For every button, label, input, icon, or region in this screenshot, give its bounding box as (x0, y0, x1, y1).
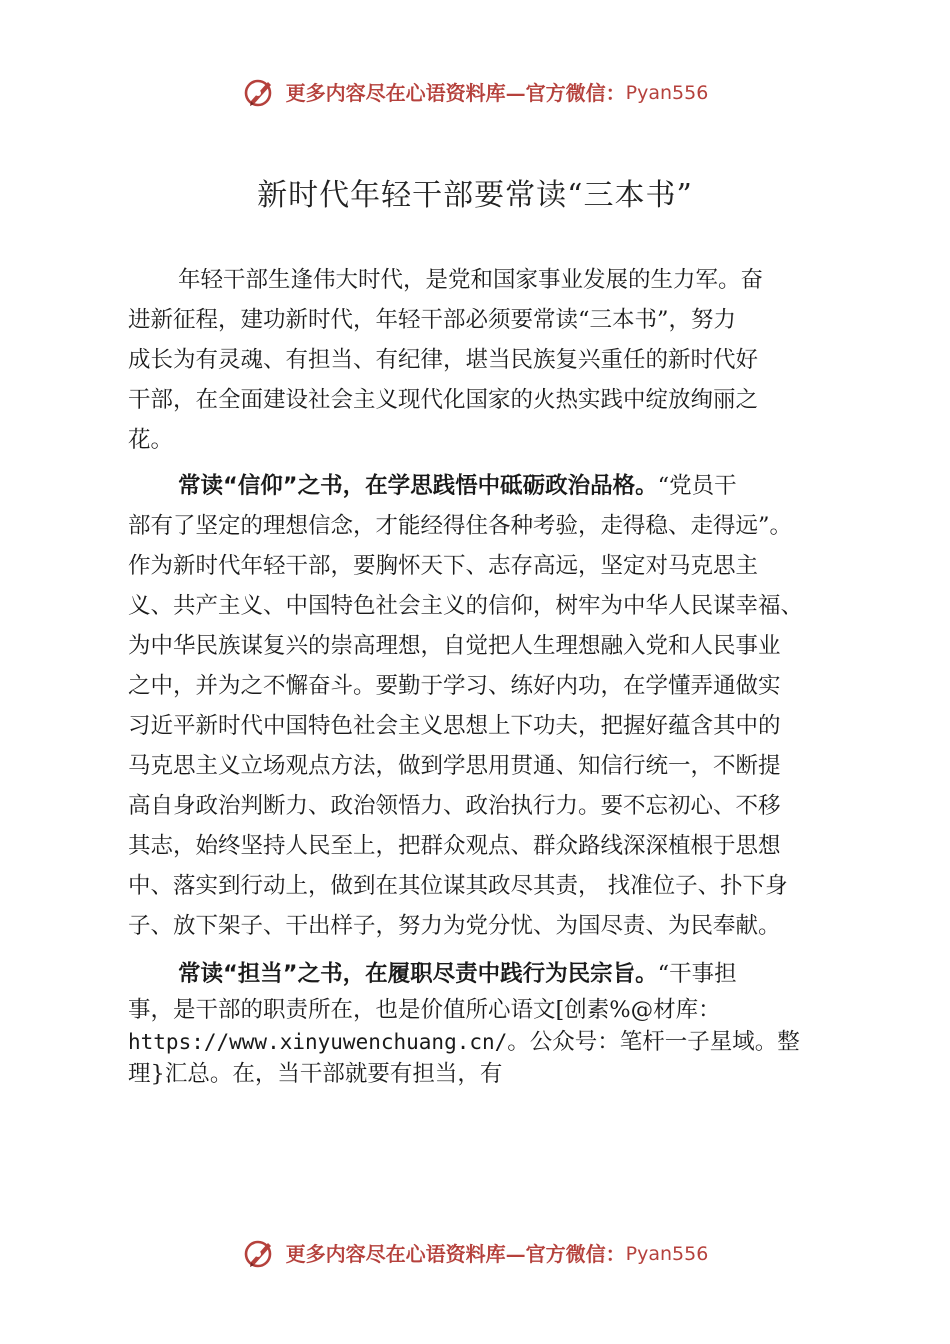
text-line: 作为新时代年轻干部，要胸怀天下、志存高远，坚定对马克思主 (128, 553, 759, 579)
url-text: https://www.xinyuwenchuang.cn/ (128, 1030, 508, 1054)
text-line: 义、共产主义、中国特色社会主义的信仰，树牢为中华人民谋幸福、 (128, 593, 804, 619)
text-line: 理}汇总。在，当干部就要有担当，有 (128, 1061, 503, 1087)
banner-text: 更多内容尽在心语资料库—官方微信： (285, 1242, 626, 1266)
text-line: 其志，始终坚持人民至上，把群众观点、群众路线深深植根于思想 (128, 833, 781, 859)
text-line: 子、放下架子、干出样子，努力为党分忧、为国尽责、为民奉献。 (128, 913, 781, 939)
text-line: 干部，在全面建设社会主义现代化国家的火热实践中绽放绚丽之 (128, 387, 759, 413)
text-line: 事，是干部的职责所在，也是价值所心语文[创素%@材库： (128, 997, 721, 1023)
banner-text: 更多内容尽在心语资料库—官方微信： (285, 81, 626, 105)
banner-wechat-id: Pyan556 (625, 1243, 709, 1265)
text-line: 为中华民族谋复兴的崇高理想，自觉把人生理想融入党和人民事业 (128, 633, 781, 659)
text-line: 高自身政治判断力、政治领悟力、政治执行力。要不忘初心、不移 (128, 793, 781, 819)
text-line: 成长为有灵魂、有担当、有纪律，堪当民族复兴重任的新时代好 (128, 347, 759, 373)
paragraph-responsibility (128, 954, 848, 1090)
text-line: 部有了坚定的理想信念，才能经得住各种考验，走得稳、走得远”。 (128, 513, 793, 539)
text-span: 。公众号：笔杆一子星域。整 (507, 1029, 800, 1055)
document-title: 新时代年轻干部要常读“三本书” (257, 178, 693, 213)
text-line: 年轻干部生逢伟大时代，是党和国家事业发展的生力军。奋 (178, 267, 764, 293)
section-heading-faith: 常读“信仰”之书，在学思践悟中砥砺政治品格。 (178, 473, 658, 499)
text-line (128, 954, 848, 994)
header-banner (0, 76, 950, 106)
pen-in-circle-icon (242, 1237, 276, 1271)
text-line: 马克思主义立场观点方法，做到学思用贯通、知信行统一，不断提 (128, 753, 781, 779)
text-line: 花。 (128, 427, 174, 453)
text-line: 之中，并为之不懈奋斗。要勤于学习、练好内功，在学懂弄通做实 (128, 673, 781, 699)
text-line: 习近平新时代中国特色社会主义思想上下功夫，把握好蕴含其中的 (128, 713, 781, 739)
text-span: “干事担 (657, 961, 737, 987)
text-line (128, 466, 848, 506)
text-span: “党员干 (657, 473, 737, 499)
footer-banner (0, 1237, 950, 1267)
text-line: 进新征程，建功新时代，年轻干部必须要常读“三本书”，努力 (128, 307, 737, 333)
banner-wechat-id: Pyan556 (625, 82, 709, 104)
paragraph-faith (128, 466, 848, 946)
paragraph-intro (128, 260, 848, 460)
pen-in-circle-icon (242, 76, 276, 110)
section-heading-responsibility: 常读“担当”之书，在履职尽责中践行为民宗旨。 (178, 961, 658, 987)
text-line (128, 1026, 848, 1058)
text-line: 中、落实到行动上，做到在其位谋其政尽其责， 找准位子、扑下身 (128, 873, 788, 899)
